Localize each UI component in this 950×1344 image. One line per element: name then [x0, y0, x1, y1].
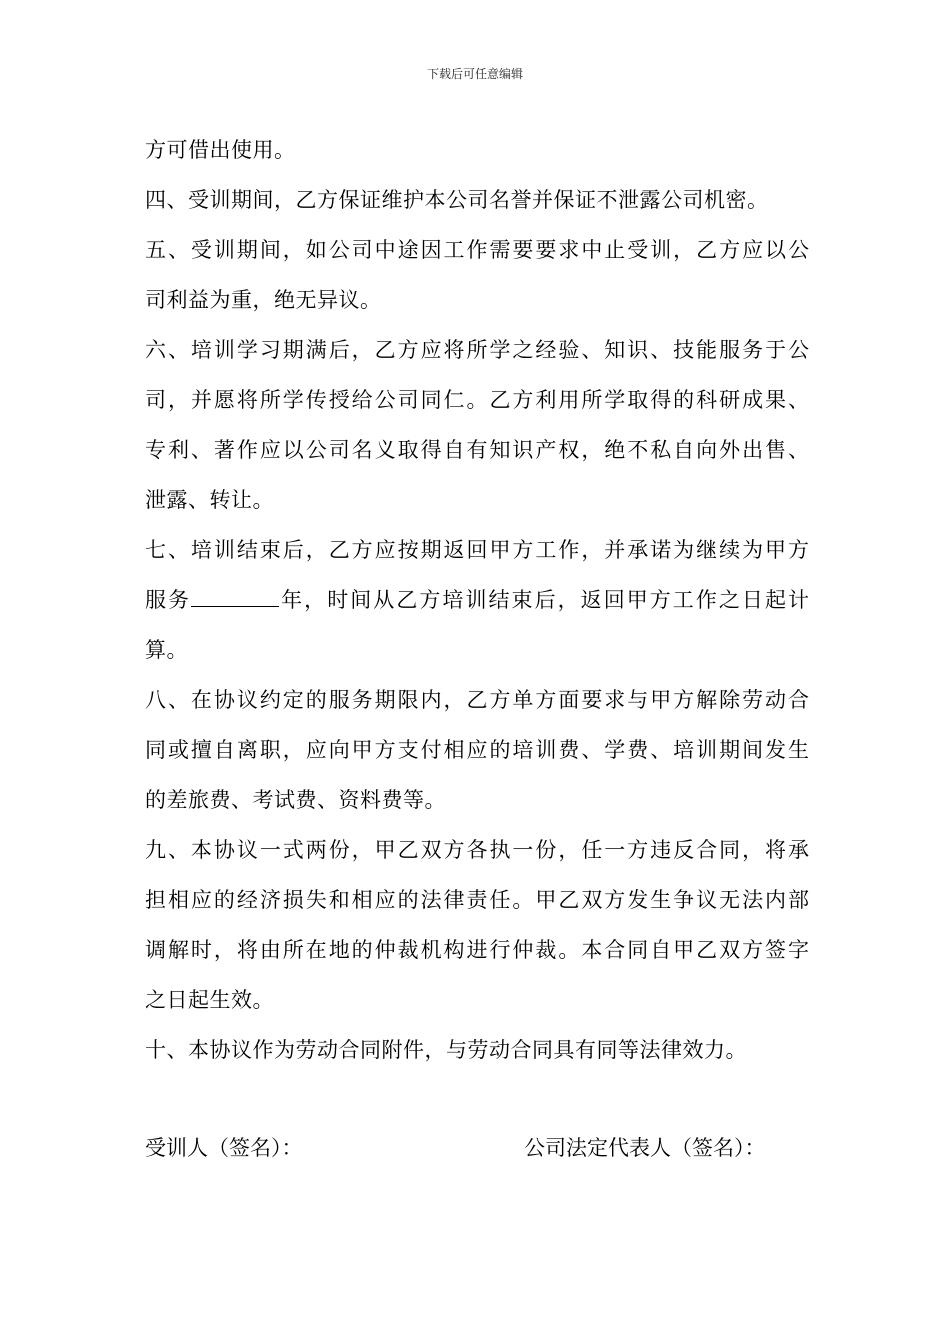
page-header-note: 下载后可任意编辑 [426, 67, 523, 81]
paragraph-line: 八、在协议约定的服务期限内，乙方单方面要求与甲方解除劳动合 [145, 688, 809, 712]
paragraph-line: 十、本协议作为劳动合同附件，与劳动合同具有同等法律效力。 [145, 1038, 747, 1062]
paragraph-line: 五、受训期间，如公司中途因工作需要要求中止受训，乙方应以公 [145, 238, 809, 262]
signature-block [145, 1128, 809, 1168]
service-suffix: 年，时间从乙方培训结束后，返回甲方工作之日起计 [279, 588, 810, 612]
paragraph-line: 担相应的经济损失和相应的法律责任。甲乙双方发生争议无法内部 [145, 888, 809, 912]
service-years-line [145, 580, 809, 630]
paragraph-line: 泄露、转让。 [145, 488, 274, 512]
paragraph-line: 算。 [145, 638, 188, 662]
paragraph-line: 司，并愿将所学传授给公司同仁。乙方利用所学取得的科研成果、 [145, 388, 809, 412]
paragraph-line: 九、本协议一式两份，甲乙双方各执一份，任一方违反合同，将承 [145, 838, 809, 862]
paragraph-line: 同或擅自离职，应向甲方支付相应的培训费、学费、培训期间发生 [145, 738, 809, 762]
paragraph-line: 调解时，将由所在地的仲裁机构进行仲裁。本合同自甲乙双方签字 [145, 938, 809, 962]
service-years-blank [191, 580, 279, 607]
paragraph-line: 专利、著作应以公司名义取得自有知识产权，绝不私自向外出售、 [145, 438, 809, 462]
representative-signature-label: 公司法定代表人（签名）： [524, 1136, 766, 1160]
agreement-body [145, 130, 809, 1080]
paragraph-line: 六、培训学习期满后，乙方应将所学之经验、知识、技能服务于公 [145, 338, 809, 362]
paragraph-line: 方可借出使用。 [145, 138, 296, 162]
service-prefix: 服务 [145, 588, 192, 612]
paragraph-line: 的差旅费、考试费、资料费等。 [145, 788, 446, 812]
paragraph-line: 四、受训期间，乙方保证维护本公司名誉并保证不泄露公司机密。 [145, 188, 769, 212]
paragraph-line: 之日起生效。 [145, 988, 274, 1012]
trainee-signature-label: 受训人（签名）： [145, 1136, 303, 1160]
paragraph-line: 七、培训结束后，乙方应按期返回甲方工作，并承诺为继续为甲方 [145, 538, 809, 562]
paragraph-line: 司利益为重，绝无异议。 [145, 288, 382, 312]
